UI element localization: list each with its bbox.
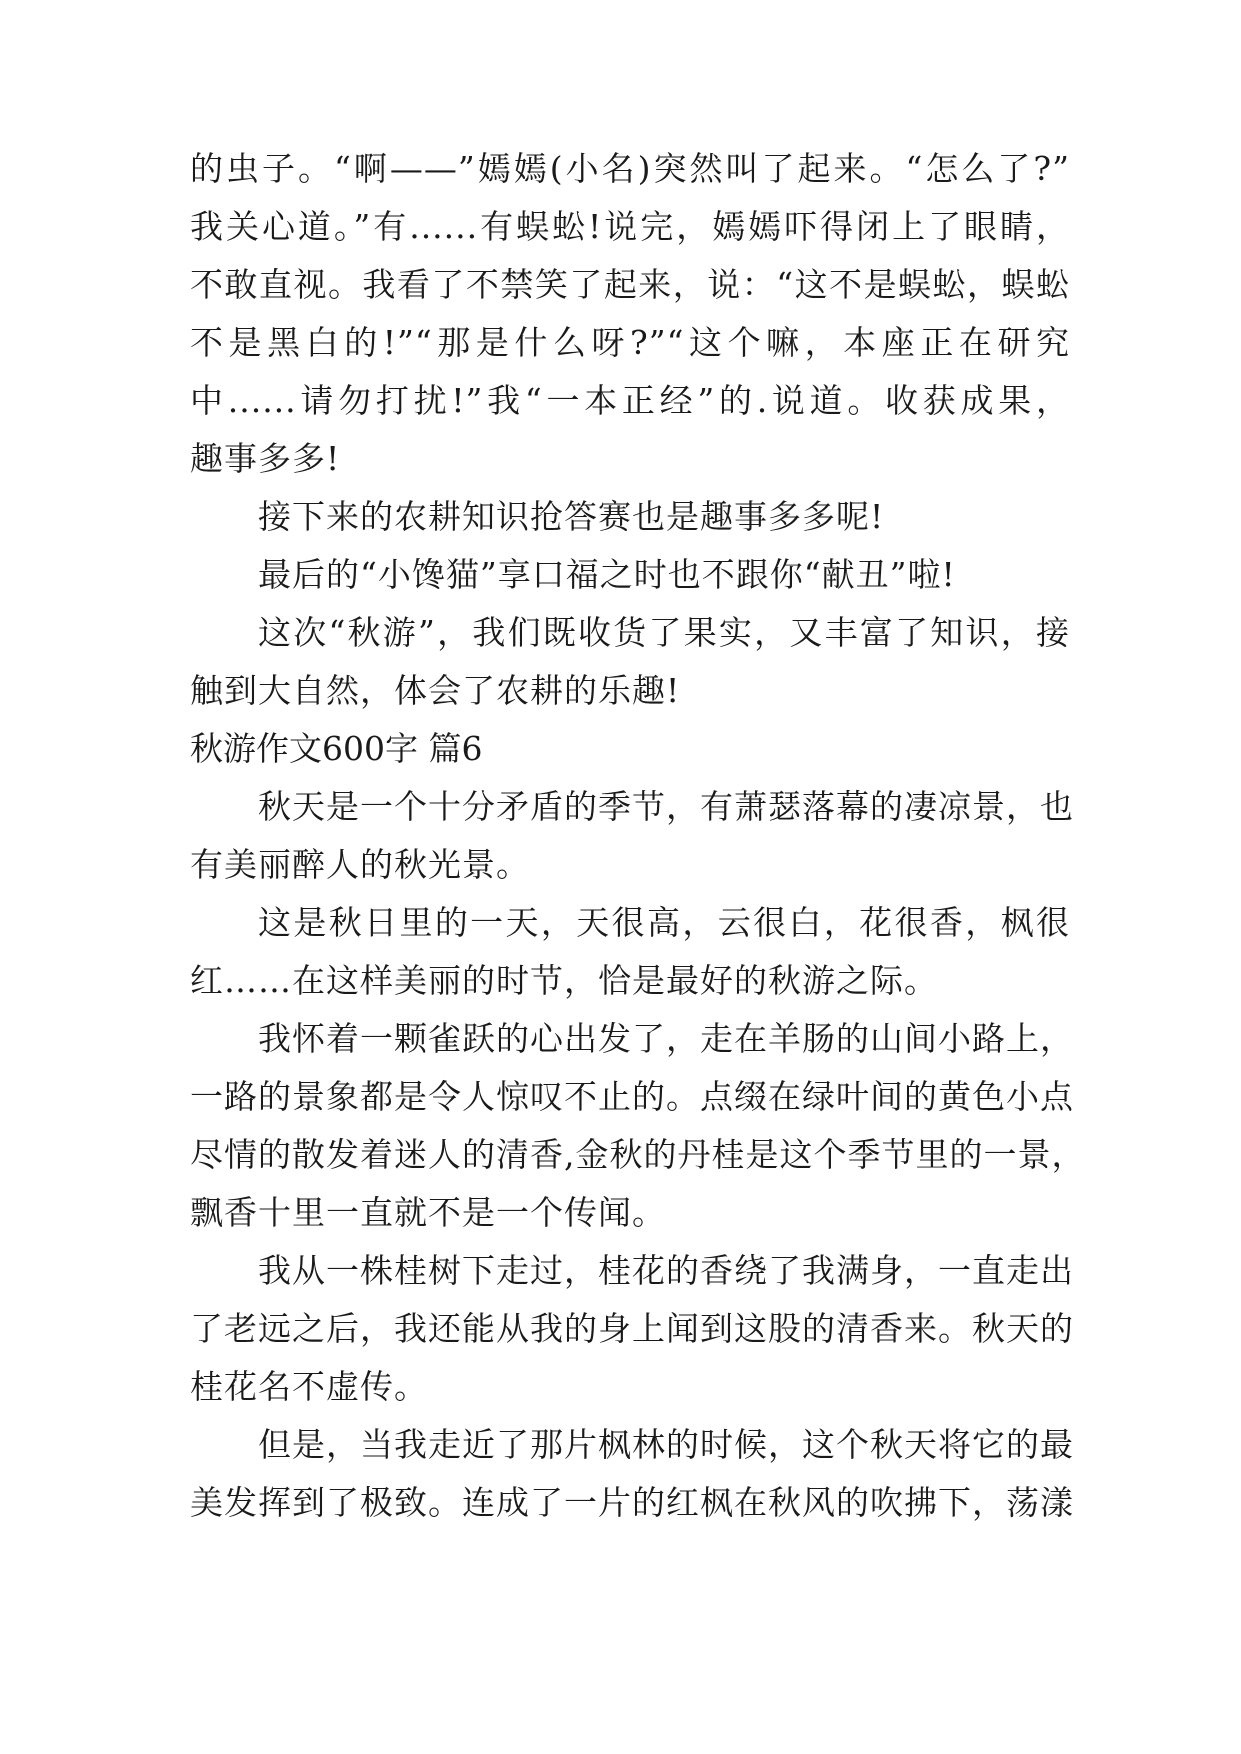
- text-line: 趣事多多!: [190, 439, 341, 478]
- text-line: 桂花名不虚传。: [190, 1367, 428, 1406]
- text-line: 我关心道。”有......有蜈蚣!说完，嫣嫣吓得闭上了眼睛，: [190, 207, 1070, 246]
- text-line: 中......请勿打扰!”我“一本正经”的.说道。收获成果，: [190, 381, 1070, 420]
- text-line: 触到大自然，体会了农耕的乐趣!: [190, 671, 681, 710]
- text-line: 了老远之后，我还能从我的身上闻到这股的清香来。秋天的: [190, 1309, 1074, 1348]
- text-line: 我怀着一颗雀跃的心出发了，走在羊肠的山间小路上，: [258, 1019, 1074, 1058]
- text-line: 红……在这样美丽的时节，恰是最好的秋游之际。: [190, 961, 938, 1000]
- text-line: 最后的“小馋猫”享口福之时也不跟你“献丑”啦!: [258, 555, 956, 594]
- text-line: 的虫子。“啊——”嫣嫣(小名)突然叫了起来。“怎么了?”: [190, 149, 1070, 188]
- text-line: 接下来的农耕知识抢答赛也是趣事多多呢!: [258, 497, 885, 536]
- text-line: 一路的景象都是令人惊叹不止的。点缀在绿叶间的黄色小点: [190, 1077, 1074, 1116]
- text-line: 有美丽醉人的秋光景。: [190, 845, 530, 884]
- text-line: 但是，当我走近了那片枫林的时候，这个秋天将它的最: [258, 1425, 1074, 1464]
- text-line: 这次“秋游”，我们既收货了果实，又丰富了知识，接: [258, 613, 1070, 652]
- section-heading: 秋游作文600字 篇6: [190, 729, 483, 768]
- text-line: 不是黑白的!”“那是什么呀?”“这个嘛，本座正在研究: [190, 323, 1070, 362]
- text-line: 我从一株桂树下走过，桂花的香绕了我满身，一直走出: [258, 1251, 1074, 1290]
- text-line: 不敢直视。我看了不禁笑了起来，说：“这不是蜈蚣，蜈蚣: [190, 265, 1070, 304]
- text-line: 这是秋日里的一天，天很高，云很白，花很香，枫很: [258, 903, 1070, 942]
- text-line: 尽情的散发着迷人的清香,金秋的丹桂是这个季节里的一景，: [190, 1135, 1086, 1174]
- text-line: 秋天是一个十分矛盾的季节，有萧瑟落幕的凄凉景，也: [258, 787, 1074, 826]
- text-line: 美发挥到了极致。连成了一片的红枫在秋风的吹拂下，荡漾: [190, 1483, 1074, 1522]
- text-line: 飘香十里一直就不是一个传闻。: [190, 1193, 666, 1232]
